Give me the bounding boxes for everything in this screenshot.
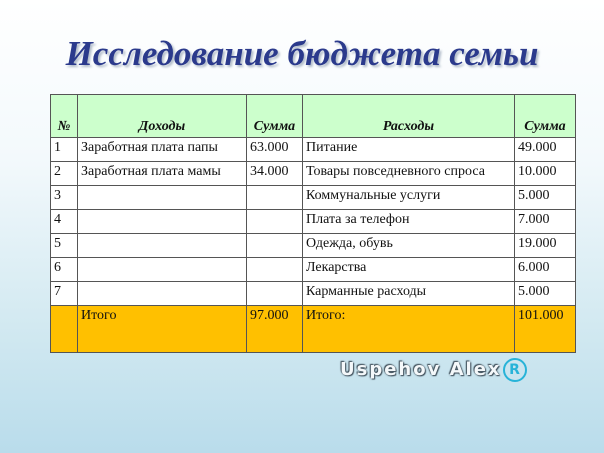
- income-sum-cell: [247, 282, 303, 306]
- total-income-sum-cell: 97.000: [247, 306, 303, 353]
- watermark-text: Uspehov Alex: [340, 359, 502, 380]
- budget-table: [50, 94, 576, 353]
- row-number-cell: 5: [51, 234, 78, 258]
- expense-item-cell: Карманные расходы: [303, 282, 515, 306]
- income-sum-cell: [247, 258, 303, 282]
- expense-sum-cell: 49.000: [515, 138, 576, 162]
- table-total-row: [51, 306, 576, 353]
- income-sum-cell: 34.000: [247, 162, 303, 186]
- total-expenses-sum-cell: 101.000: [515, 306, 576, 353]
- expense-item-cell: Лекарства: [303, 258, 515, 282]
- income-sum-cell: 63.000: [247, 138, 303, 162]
- table-row: [51, 258, 576, 282]
- row-number-cell: 3: [51, 186, 78, 210]
- table-row: [51, 282, 576, 306]
- row-number-cell: 7: [51, 282, 78, 306]
- row-number-cell: 2: [51, 162, 78, 186]
- income-sum-cell: [247, 234, 303, 258]
- table-row: [51, 210, 576, 234]
- header-expenses: Расходы: [303, 95, 515, 138]
- income-item-cell: [78, 210, 247, 234]
- expense-sum-cell: 5.000: [515, 282, 576, 306]
- expense-sum-cell: 7.000: [515, 210, 576, 234]
- expense-sum-cell: 19.000: [515, 234, 576, 258]
- expense-item-cell: Товары повседневного спроса: [303, 162, 515, 186]
- total-number-cell: [51, 306, 78, 353]
- header-expenses-sum: Сумма: [515, 95, 576, 138]
- row-number-cell: 4: [51, 210, 78, 234]
- table-row: [51, 186, 576, 210]
- expense-item-cell: Одежда, обувь: [303, 234, 515, 258]
- expense-item-cell: Коммунальные услуги: [303, 186, 515, 210]
- income-sum-cell: [247, 186, 303, 210]
- table-row: [51, 234, 576, 258]
- income-item-cell: [78, 282, 247, 306]
- total-income-label-cell: Итого: [78, 306, 247, 353]
- watermark: [340, 358, 527, 382]
- expense-item-cell: Плата за телефон: [303, 210, 515, 234]
- income-item-cell: [78, 234, 247, 258]
- expense-sum-cell: 10.000: [515, 162, 576, 186]
- income-item-cell: Заработная плата мамы: [78, 162, 247, 186]
- income-item-cell: [78, 258, 247, 282]
- row-number-cell: 6: [51, 258, 78, 282]
- expense-sum-cell: 6.000: [515, 258, 576, 282]
- table-row: [51, 162, 576, 186]
- income-sum-cell: [247, 210, 303, 234]
- header-income: Доходы: [78, 95, 247, 138]
- table-header-row: [51, 95, 576, 138]
- header-income-sum: Сумма: [247, 95, 303, 138]
- income-item-cell: Заработная плата папы: [78, 138, 247, 162]
- registered-mark-icon: R: [503, 358, 527, 382]
- expense-sum-cell: 5.000: [515, 186, 576, 210]
- expense-item-cell: Питание: [303, 138, 515, 162]
- total-expenses-label-cell: Итого:: [303, 306, 515, 353]
- table-row: [51, 138, 576, 162]
- row-number-cell: 1: [51, 138, 78, 162]
- slide-title: Исследование бюджета семьи: [65, 34, 539, 73]
- income-item-cell: [78, 186, 247, 210]
- header-number: №: [51, 95, 78, 138]
